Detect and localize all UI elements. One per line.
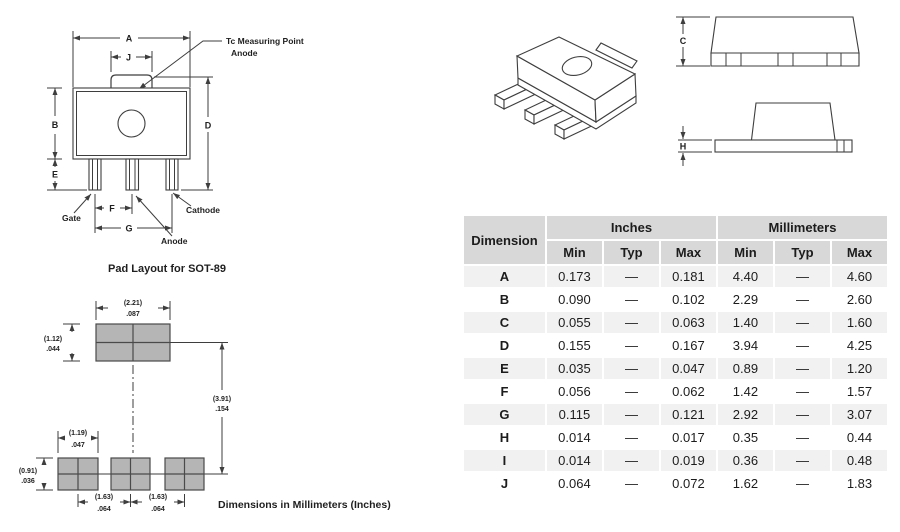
- table-row: [464, 473, 887, 494]
- package-leads: [89, 159, 178, 190]
- anode-bottom-label: Anode: [161, 236, 188, 246]
- cell-dim: E: [464, 358, 545, 379]
- tc-measuring-point-label: Tc Measuring Point: [226, 36, 304, 46]
- dim-label-h: H: [679, 141, 687, 152]
- end-view-body: [715, 103, 852, 152]
- cell-mm-min: 1.42: [718, 381, 773, 402]
- cell-in-min: 0.055: [547, 312, 602, 333]
- bottom-pads: [58, 458, 204, 490]
- dim-label-top-width-in: .087: [126, 311, 140, 318]
- cell-mm-min: 2.29: [718, 289, 773, 310]
- dim-label-pitch-v-in: .154: [215, 406, 229, 413]
- dim-label-top-height-mm: (1.12): [43, 336, 63, 343]
- table-row: [464, 427, 887, 448]
- dim-label-d: D: [204, 120, 212, 131]
- header-millimeters: Millimeters: [718, 216, 887, 239]
- dim-label-e: E: [51, 169, 59, 180]
- dim-label-pad-height-in: .036: [21, 478, 35, 485]
- table-row: [464, 335, 887, 356]
- cell-mm-typ: —: [775, 289, 830, 310]
- top-pad: [96, 324, 170, 361]
- pad-layout-drawing: [0, 255, 440, 532]
- cell-mm-min: 0.35: [718, 427, 773, 448]
- table-row: [464, 289, 887, 310]
- header-mm-typ: Typ: [775, 241, 830, 264]
- isometric-view-drawing: [480, 10, 680, 170]
- cell-dim: B: [464, 289, 545, 310]
- cell-mm-min: 2.92: [718, 404, 773, 425]
- tc-callout: [139, 36, 304, 89]
- cell-in-max: 0.063: [661, 312, 716, 333]
- dim-label-top-height-in: .044: [46, 346, 60, 353]
- dimension-table: [462, 214, 889, 496]
- cell-dim: F: [464, 381, 545, 402]
- cell-mm-max: 0.44: [832, 427, 887, 448]
- cell-mm-max: 1.20: [832, 358, 887, 379]
- header-in-typ: Typ: [604, 241, 659, 264]
- cell-in-max: 0.047: [661, 358, 716, 379]
- cell-mm-min: 1.40: [718, 312, 773, 333]
- cell-in-max: 0.181: [661, 266, 716, 287]
- cell-in-max: 0.167: [661, 335, 716, 356]
- cell-mm-min: 0.89: [718, 358, 773, 379]
- cell-mm-min: 1.62: [718, 473, 773, 494]
- cell-in-typ: —: [604, 266, 659, 287]
- dim-label-f: F: [109, 203, 115, 214]
- dim-c: [676, 17, 710, 66]
- dim-label-pitch2-mm: (1.63): [148, 494, 168, 501]
- cell-in-typ: —: [604, 358, 659, 379]
- cell-mm-typ: —: [775, 450, 830, 471]
- dim-label-pad-width-in: .047: [71, 442, 85, 449]
- cell-dim: A: [464, 266, 545, 287]
- table-row: [464, 266, 887, 287]
- cell-in-min: 0.090: [547, 289, 602, 310]
- dim-bottom-pad-height: [19, 458, 53, 490]
- dim-j: [111, 51, 152, 72]
- cell-dim: C: [464, 312, 545, 333]
- cell-in-min: 0.014: [547, 450, 602, 471]
- cell-dim: I: [464, 450, 545, 471]
- cell-mm-max: 3.07: [832, 404, 887, 425]
- cell-mm-typ: —: [775, 266, 830, 287]
- cell-mm-max: 1.83: [832, 473, 887, 494]
- dim-label-g: G: [125, 223, 133, 234]
- header-inches: Inches: [547, 216, 716, 239]
- cell-in-typ: —: [604, 473, 659, 494]
- cell-mm-typ: —: [775, 427, 830, 448]
- dim-top-pad-height: [44, 324, 80, 361]
- cell-in-max: 0.121: [661, 404, 716, 425]
- cell-dim: J: [464, 473, 545, 494]
- cell-in-typ: —: [604, 381, 659, 402]
- header-in-min: Min: [547, 241, 602, 264]
- cell-mm-min: 0.36: [718, 450, 773, 471]
- cell-in-min: 0.014: [547, 427, 602, 448]
- dim-a: [73, 31, 190, 87]
- dim-label-top-width-mm: (2.21): [123, 300, 143, 307]
- cell-mm-min: 3.94: [718, 335, 773, 356]
- header-in-max: Max: [661, 241, 716, 264]
- anode-top-label: Anode: [231, 48, 258, 58]
- cell-in-max: 0.072: [661, 473, 716, 494]
- cell-in-min: 0.115: [547, 404, 602, 425]
- dim-label-b: B: [51, 120, 59, 130]
- header-dimension: Dimension: [464, 216, 545, 264]
- dim-vertical-pitch: [170, 343, 231, 475]
- table-row: [464, 312, 887, 333]
- gate-label: Gate: [62, 213, 81, 223]
- cell-mm-typ: —: [775, 473, 830, 494]
- cell-mm-max: 1.60: [832, 312, 887, 333]
- dim-h: [678, 126, 712, 166]
- dim-label-j: J: [125, 52, 132, 63]
- cell-mm-typ: —: [775, 404, 830, 425]
- cell-mm-max: 1.57: [832, 381, 887, 402]
- header-mm-min: Min: [718, 241, 773, 264]
- dim-b: [47, 88, 62, 159]
- side-views-drawing: [670, 0, 900, 175]
- side-view-body: [711, 17, 859, 66]
- cell-mm-typ: —: [775, 335, 830, 356]
- pad-layout-title: Pad Layout for SOT-89: [108, 263, 226, 275]
- cell-in-typ: —: [604, 289, 659, 310]
- cell-mm-typ: —: [775, 381, 830, 402]
- cell-mm-max: 4.60: [832, 266, 887, 287]
- cell-in-max: 0.062: [661, 381, 716, 402]
- table-row: [464, 358, 887, 379]
- cell-in-min: 0.035: [547, 358, 602, 379]
- dim-label-pitch1-mm: (1.63): [94, 494, 114, 501]
- table-row: [464, 381, 887, 402]
- dimensions-note: Dimensions in Millimeters (Inches): [218, 499, 391, 511]
- cathode-label: Cathode: [186, 205, 220, 215]
- front-view-drawing: [0, 0, 340, 252]
- mounting-hole: [118, 110, 145, 137]
- dim-pad-pitch-2: [131, 494, 185, 513]
- header-mm-max: Max: [832, 241, 887, 264]
- dim-bottom-pad-width: [58, 430, 98, 453]
- dim-top-pad-width: [96, 300, 170, 320]
- cell-in-min: 0.064: [547, 473, 602, 494]
- cell-in-typ: —: [604, 427, 659, 448]
- cell-in-typ: —: [604, 335, 659, 356]
- dim-label-pitch1-in: .064: [97, 506, 111, 513]
- cell-mm-typ: —: [775, 312, 830, 333]
- cell-dim: G: [464, 404, 545, 425]
- cell-mm-max: 4.25: [832, 335, 887, 356]
- dim-e: [47, 159, 87, 190]
- cell-in-typ: —: [604, 404, 659, 425]
- package-body: [73, 75, 190, 159]
- cell-mm-typ: —: [775, 358, 830, 379]
- cell-in-typ: —: [604, 450, 659, 471]
- dim-label-pad-height-mm: (0.91): [18, 468, 38, 475]
- cell-in-max: 0.017: [661, 427, 716, 448]
- dim-label-pitch-v-mm: (3.91): [212, 396, 232, 403]
- cell-in-max: 0.019: [661, 450, 716, 471]
- cell-in-min: 0.056: [547, 381, 602, 402]
- cell-dim: D: [464, 335, 545, 356]
- dim-label-a: A: [125, 33, 133, 44]
- dim-pad-pitch-1: [78, 494, 185, 513]
- cell-in-min: 0.173: [547, 266, 602, 287]
- cell-in-typ: —: [604, 312, 659, 333]
- pin-labels: [62, 193, 220, 246]
- cell-mm-max: 2.60: [832, 289, 887, 310]
- cell-mm-max: 0.48: [832, 450, 887, 471]
- table-row: [464, 450, 887, 471]
- dim-label-c: C: [679, 36, 687, 46]
- table-row: [464, 404, 887, 425]
- dim-g: [95, 194, 172, 234]
- dim-label-pitch2-in: .064: [151, 506, 165, 513]
- dim-label-pad-width-mm: (1.19): [68, 430, 88, 437]
- cell-in-min: 0.155: [547, 335, 602, 356]
- cell-mm-min: 4.40: [718, 266, 773, 287]
- cell-in-max: 0.102: [661, 289, 716, 310]
- cell-dim: H: [464, 427, 545, 448]
